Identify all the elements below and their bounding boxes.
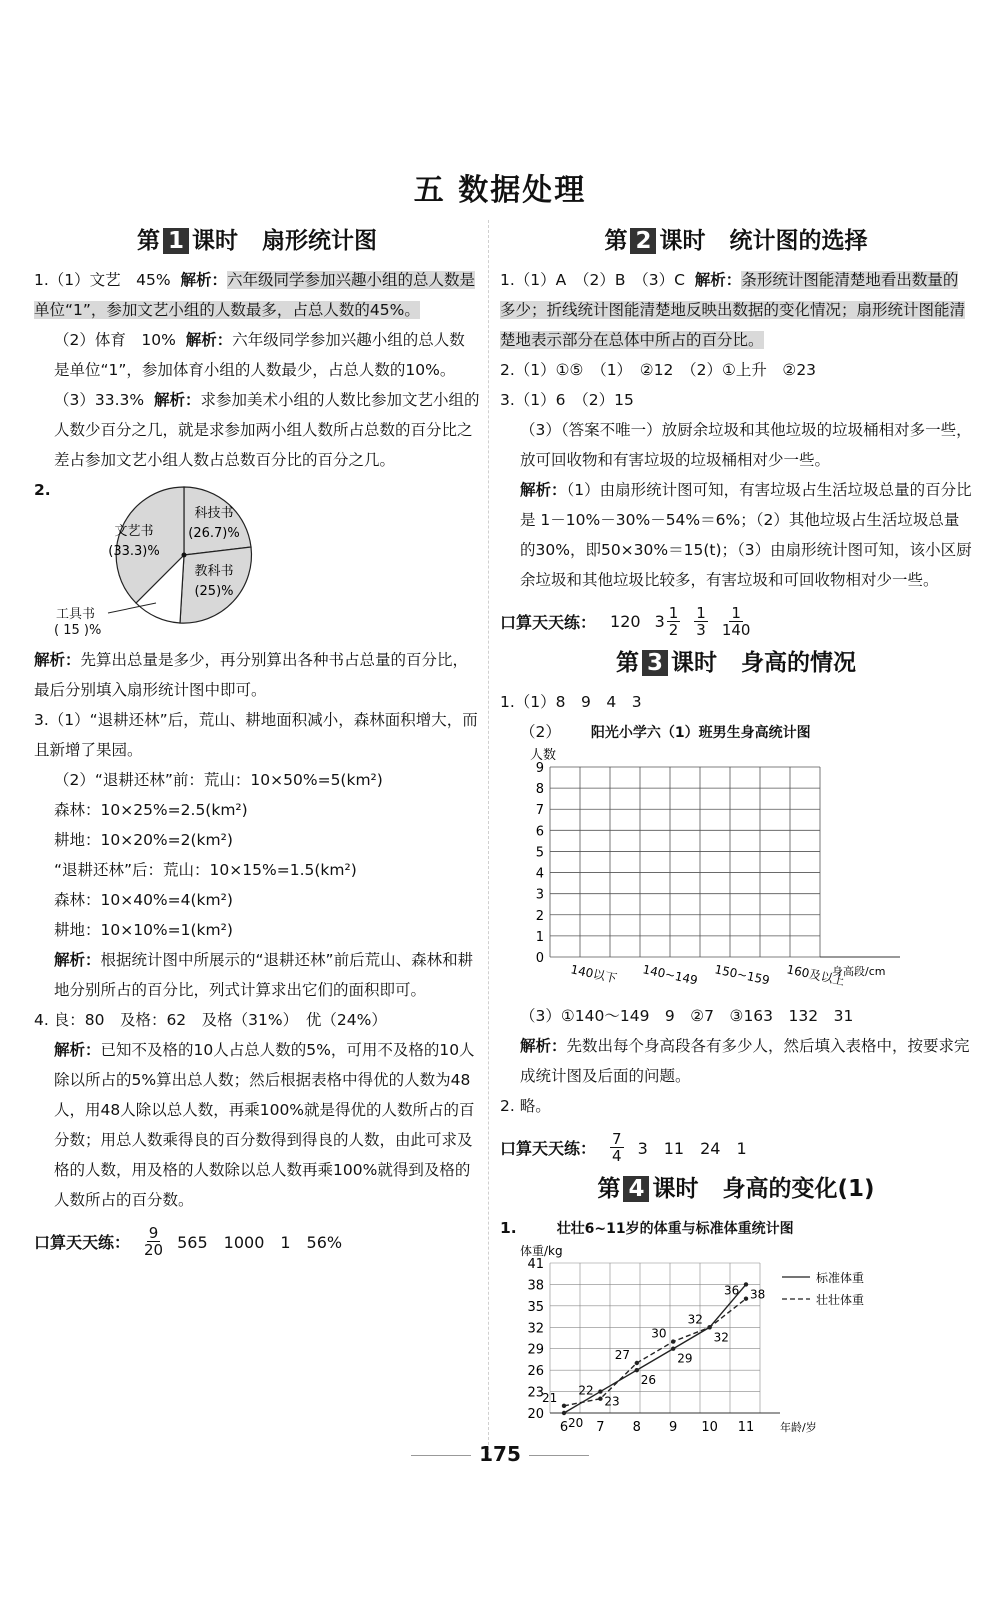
point-label: 27	[614, 1348, 631, 1362]
fraction	[610, 1131, 624, 1164]
denominator: 4	[612, 1147, 622, 1165]
analysis-label: 解析：	[54, 951, 101, 969]
left-column	[34, 220, 480, 1264]
chart1-title: 阳光小学六（1）班男生身高统计图	[590, 725, 811, 741]
y-tick-label: 8	[535, 782, 544, 798]
column-divider	[488, 220, 489, 1460]
data-point	[562, 1404, 566, 1408]
x-tick-label: 150~159	[713, 962, 771, 988]
pie-label-keji: 科技书	[194, 506, 234, 521]
l2-analysis-3	[500, 475, 972, 595]
answer-3-2: （2）“退耕还林”前：荒山：10×50%=5(km²)	[54, 771, 383, 789]
x-tick-label: 8	[632, 1420, 641, 1435]
lesson-prefix: 第	[136, 228, 160, 254]
y-tick-label: 38	[527, 1278, 544, 1294]
analysis-2	[34, 645, 480, 705]
analysis-text: 六年级同学参加兴趣小组的总人数是单位“1”，参加文艺小组的人数最多，占总人数的45%。	[34, 271, 475, 319]
fraction	[694, 605, 708, 638]
data-point	[744, 1282, 748, 1286]
l2-answer-2: 2.（1）①⑤ （1） ②12 （2）①上升 ②23	[500, 361, 817, 379]
lesson-prefix: 第	[604, 228, 628, 254]
analysis-text: 先数出每个身高段各有多少人，然后填入表格中，按要求完成统计图及后面的问题。	[520, 1037, 970, 1085]
point-label: 21	[542, 1390, 558, 1405]
pie-label-gongju: 工具书	[56, 607, 96, 622]
denominator: 20	[144, 1241, 164, 1259]
l2-answer-3-3: （3）（答案不唯一）放厨余垃圾和其他垃圾的垃圾桶相对多一些，放可回收物和有害垃圾的垃圾桶相对少一些。	[520, 421, 972, 469]
pie-chart-block	[34, 475, 480, 645]
kousuan-label: 口算天天练：	[500, 1139, 597, 1158]
analysis-label: 解析：	[54, 1041, 101, 1059]
whole-part: 3	[654, 612, 665, 631]
answer-text: 1.（1）A （2）B （3）C	[500, 271, 685, 289]
pie-slice-keji	[184, 487, 251, 555]
lesson-number-badge: 1	[163, 228, 189, 254]
point-label: 29	[677, 1351, 693, 1366]
analysis-text: 六年级同学参加兴趣小组的总人数是单位“1”，参加体育小组的人数最少，占总人数的10%。	[54, 331, 465, 379]
denominator: 3	[696, 621, 706, 639]
analysis-label: 解析：	[180, 271, 227, 289]
fraction	[144, 1225, 163, 1258]
analysis-label: 解析：	[153, 391, 201, 409]
data-point	[671, 1339, 675, 1343]
answer-1-2	[34, 325, 480, 385]
denominator: 2	[668, 621, 679, 639]
page-number	[0, 1442, 1000, 1466]
point-label: 20	[568, 1416, 584, 1430]
y-tick-label: 7	[535, 803, 544, 819]
lesson-number-badge: 4	[623, 1176, 649, 1202]
lesson-number-badge: 2	[630, 228, 656, 254]
answer-text: （3）33.3%	[54, 391, 145, 409]
analysis-3	[34, 945, 480, 1005]
data-point	[635, 1361, 639, 1365]
x-tick-label: 140以下	[569, 962, 619, 986]
analysis-label: 解析：	[185, 331, 233, 349]
y-axis-label: 人数	[530, 748, 557, 763]
point-label: 36	[724, 1283, 740, 1298]
lesson-name: 身高的变化(1)	[722, 1176, 875, 1202]
numerator: 9	[148, 1224, 159, 1242]
y-tick-label: 20	[527, 1407, 544, 1422]
point-label: 22	[578, 1383, 594, 1398]
l3-answer-1: 1.（1）8 9 4 3	[500, 693, 642, 711]
unit-title: 五 数据处理	[413, 173, 587, 208]
point-label: 26	[640, 1373, 657, 1388]
numerator: 1	[731, 604, 741, 622]
x-axis-label: 年龄/岁	[780, 1421, 817, 1434]
numerator: 1	[668, 604, 679, 622]
lesson-suffix: 课时	[670, 650, 717, 676]
kousuan-label: 口算天天练：	[34, 1233, 131, 1252]
lesson-name: 扇形统计图	[262, 228, 378, 254]
y-tick-label: 1	[535, 929, 544, 945]
data-point	[744, 1297, 748, 1301]
y-tick-label: 4	[535, 866, 544, 882]
kousuan-1	[34, 1225, 480, 1258]
y-tick-label: 6	[535, 824, 544, 840]
data-point	[671, 1347, 675, 1351]
answer-3-3: 森林：10×25%=2.5(km²)	[54, 801, 248, 819]
x-tick-label: 7	[596, 1420, 605, 1435]
answer-3-6: 森林：10×40%=4(km²)	[54, 891, 233, 909]
chart2-title: 壮壮6~11岁的体重与标准体重统计图	[556, 1221, 794, 1237]
mixed-number	[655, 605, 681, 638]
y-tick-label: 0	[535, 951, 544, 966]
y-tick-label: 9	[535, 761, 544, 776]
legend-label: 标准体重	[816, 1271, 865, 1285]
x-tick-label: 160及以上	[785, 962, 846, 989]
analysis-4	[34, 1035, 480, 1215]
analysis-text: 根据统计图中所展示的“退耕还林”前后荒山、森林和耕地分别所占的百分比，列式计算求出它们的面积即可。	[54, 951, 474, 999]
pie-value-jiaoke: (25)%	[194, 584, 234, 599]
x-tick-label: 11	[737, 1420, 755, 1435]
kousuan-values: 565 1000 1 56%	[177, 1233, 343, 1252]
y-tick-label: 23	[527, 1385, 544, 1401]
analysis-label: 解析：	[694, 271, 742, 289]
question-number: 2.	[34, 481, 51, 499]
data-point	[635, 1368, 639, 1372]
legend-label: 壮壮体重	[816, 1293, 865, 1307]
lesson-3-title	[500, 644, 972, 677]
sub-question: （2）	[520, 723, 561, 741]
height-bar-chart	[500, 747, 940, 997]
lesson-4-title	[500, 1170, 972, 1203]
numerator: 7	[612, 1130, 622, 1148]
kousuan-values: 3 11 24 1	[637, 1139, 747, 1158]
page-number-text: 175	[479, 1442, 521, 1466]
analysis-label: 解析：	[520, 481, 567, 499]
dash	[411, 1455, 471, 1456]
y-axis-label: 体重/kg	[520, 1244, 563, 1258]
lesson-suffix: 课时	[659, 228, 706, 254]
x-tick-label: 10	[701, 1420, 718, 1435]
y-tick-label: 5	[535, 845, 544, 861]
answer-text: 1.（1）文艺 45%	[34, 271, 171, 289]
dash	[529, 1455, 589, 1456]
pie-center	[182, 553, 187, 558]
l3-answer-2: 2. 略。	[500, 1097, 551, 1115]
lesson-name: 统计图的选择	[729, 228, 868, 254]
data-point	[598, 1397, 602, 1401]
numerator: 1	[696, 604, 706, 622]
point-label: 32	[713, 1330, 729, 1345]
lesson-prefix: 第	[597, 1176, 621, 1202]
answer-3-1: 3.（1）“退耕还林”后，荒山、耕地面积减小，森林面积增大，而且新增了果园。	[34, 711, 478, 759]
answer-3-5: “退耕还林”后：荒山：10×15%=1.5(km²)	[54, 861, 357, 879]
pie-value-keji: (26.7)%	[188, 526, 240, 541]
l3-answer-3: （3）①140～149 9 ②7 ③163 132 31	[520, 1007, 854, 1025]
answer-1-1	[34, 265, 480, 325]
chart2-header	[500, 1213, 972, 1243]
fraction	[722, 605, 751, 638]
analysis-label: 解析：	[520, 1037, 567, 1055]
right-column	[500, 220, 972, 1452]
x-tick-label: 9	[669, 1420, 678, 1435]
lesson-prefix: 第	[615, 650, 639, 676]
answer-text: （2）体育 10%	[54, 331, 176, 349]
data-point	[707, 1325, 711, 1329]
x-tick-label: 6	[559, 1420, 569, 1435]
denominator: 140	[721, 621, 751, 639]
pie-value-wenyi: (33.3)%	[108, 544, 160, 559]
point-label: 32	[687, 1312, 703, 1327]
question-number: 1.	[500, 1219, 517, 1237]
data-point	[562, 1411, 566, 1415]
kousuan-2	[500, 605, 972, 638]
point-label: 23	[604, 1394, 620, 1409]
analysis-text: （1）由扇形统计图可知，有害垃圾占生活垃圾总量的百分比是 1－10%－30%－54%＝6%；（2）其他垃圾占生活垃圾总量的30%，即50×30%＝15(t)；（3）由扇形统计图可知，该小区厨余垃圾和其他垃圾比较多，有害垃圾和可回收物相对少一些。	[520, 481, 972, 589]
weight-line-chart	[500, 1243, 940, 1448]
x-axis-label: 身高段/cm	[832, 965, 886, 978]
kousuan-3	[500, 1131, 972, 1164]
lesson-number-badge: 3	[642, 650, 668, 676]
y-tick-label: 41	[527, 1257, 544, 1272]
kousuan-value: 120	[610, 612, 641, 631]
analysis-text: 条形统计图能清楚地看出数量的多少；折线统计图能清楚地反映出数据的变化情况；扇形统计图能清楚地表示部分在总体中所占的百分比。	[500, 271, 966, 349]
point-label: 30	[651, 1326, 667, 1341]
chart1-header	[500, 717, 972, 747]
answer-4: 4. 良：80 及格：62 及格（31%） 优（24%）	[34, 1011, 387, 1029]
y-tick-label: 29	[527, 1342, 544, 1358]
answer-3-7: 耕地：10×10%=1(km²)	[54, 921, 233, 939]
analysis-text: 先算出总量是多少，再分别算出各种书占总量的百分比，最后分别填入扇形统计图中即可。	[34, 651, 469, 699]
y-tick-label: 2	[535, 908, 544, 924]
lesson-2-title	[500, 222, 972, 255]
lesson-name: 身高的情况	[741, 650, 857, 676]
lesson-1-title	[34, 222, 480, 255]
y-tick-label: 32	[527, 1321, 544, 1337]
l3-analysis	[500, 1031, 972, 1091]
l2-answer-1	[500, 265, 972, 355]
pie-label-jiaoke: 教科书	[194, 564, 234, 579]
pie-value-gongju: ( 15 )%	[54, 623, 102, 638]
point-label: 38	[750, 1287, 766, 1302]
y-tick-label: 35	[527, 1299, 544, 1315]
y-tick-label: 3	[535, 887, 544, 903]
l2-answer-3: 3.（1）6 （2）15	[500, 391, 634, 409]
x-tick-label: 140~149	[641, 962, 699, 988]
fraction	[667, 605, 681, 638]
lesson-suffix: 课时	[652, 1176, 699, 1202]
y-tick-label: 26	[527, 1364, 544, 1380]
analysis-label: 解析：	[34, 651, 81, 669]
answer-1-3	[34, 385, 480, 475]
kousuan-label: 口算天天练：	[500, 613, 597, 632]
data-point	[598, 1389, 602, 1393]
answer-3-4: 耕地：10×20%=2(km²)	[54, 831, 233, 849]
analysis-text: 求参加美术小组的人数比参加文艺小组的人数少百分之几，就是求参加两小组人数所占总数的百分比之差占参加文艺小组人数占总数百分比的百分之几。	[54, 391, 480, 469]
pie-label-wenyi: 文艺书	[114, 524, 154, 539]
lesson-suffix: 课时	[191, 228, 238, 254]
analysis-text: 已知不及格的10人占总人数的5%，可用不及格的10人除以所占的5%算出总人数；然后根据表格中得优的人数为48人，用48人除以总人数，再乘100%就是得优的人数所占的百分数；用总人数乘得良的百分数得到得良的人数，由此可求及格的人数，用及格的人数除以总人数再乘100%就得到及格的人数所占的百分数。	[54, 1041, 475, 1209]
